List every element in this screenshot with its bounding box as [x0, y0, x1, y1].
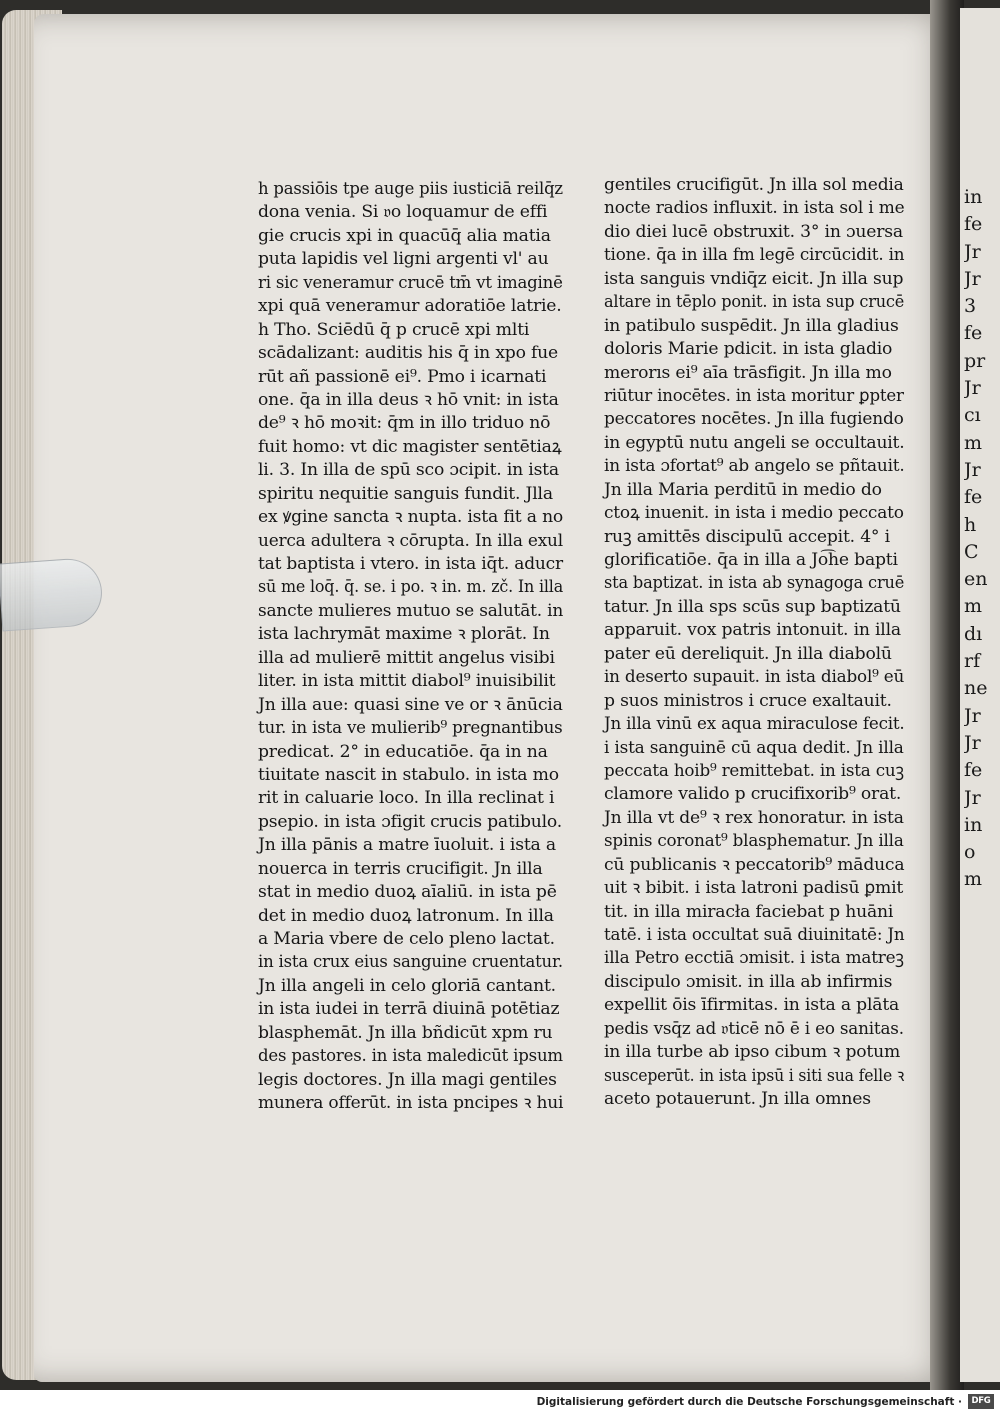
fragment-line: C	[964, 540, 979, 563]
text-line: blasphemāt. Jn illa bñdicūt xpm ru	[258, 1022, 553, 1043]
fragment-line: in	[964, 813, 983, 836]
text-line: ista lachrymāt maxime ꝛ plorāt. In	[258, 624, 550, 645]
text-line: illa ad mulierē mittit angelus visibi	[258, 647, 555, 668]
text-line: in deserto supauit. in ista diabol⁹ eū	[604, 667, 905, 688]
fragment-line: fe	[964, 322, 983, 345]
text-line: cū publicanis ꝛ peccatorib⁹ māduca	[604, 854, 905, 875]
text-line: ex ꝟgine sancta ꝛ nupta. ista fit a no	[258, 507, 564, 528]
text-line: riūtur inocētes. in ista moritur ꝑpter	[604, 385, 904, 406]
text-line: Jn illa aue: quasi sine ve or ꝛ ānūcia	[258, 694, 563, 715]
fragment-line: o	[964, 841, 976, 864]
text-line: ruꝫ amittēs discipulū accepit. 4° i	[604, 526, 890, 547]
fragment-line: dı	[964, 622, 983, 645]
fragment-line: h	[964, 513, 977, 536]
fragment-line: m	[964, 431, 983, 454]
text-line: ista sanguis vndiq̄z eicit. Jn illa sup	[604, 268, 904, 289]
text-line: dona venia. Si 𝔳o loquamur de effi	[258, 202, 548, 223]
text-line: tiuitate nascit in stabulo. in ista mo	[258, 764, 559, 785]
text-line: peccatores nocētes. Jn illa fugiendo	[604, 409, 904, 430]
text-line: scādalizant: auditis his q̄ in xpo fue	[258, 343, 559, 364]
fragment-line: m	[964, 868, 983, 891]
text-line: in ista ɔfortat⁹ ab angelo se pñtauit.	[604, 456, 905, 477]
text-line: pedis vsq̄z ad 𝔳ticē nō ē i eo sanitas.	[604, 1018, 904, 1039]
text-line: munera offerūt. in ista pncipes ꝛ hui	[258, 1093, 564, 1114]
text-line: spiritu nequitie sanguis fundit. Jlla	[258, 483, 553, 504]
text-line: in ista iudei in terrā diuinā potētiaz	[258, 999, 560, 1020]
text-line: liter. in ista mittit diabol⁹ inuisibilit	[258, 671, 556, 692]
text-line: i ista sanguinē cū aqua dedit. Jn illa	[604, 737, 904, 758]
fragment-line: Jr	[964, 704, 981, 727]
text-line: h Tho. Sciēdū q̄ p crucē xpi mlti	[258, 319, 530, 340]
text-line: in patibulo suspēdit. Jn illa gladius	[604, 315, 899, 336]
text-line: clamore valido p crucifixorib⁹ orat.	[604, 784, 902, 805]
text-line: peccata hoib⁹ remittebat. in ista cuꝫ	[604, 760, 904, 781]
fragment-line: Jr	[964, 458, 981, 481]
fragment-line: Jr	[964, 377, 981, 400]
text-line: fuit homo: vt dic magister sentētiaꝝ	[258, 436, 562, 457]
fragment-line: 3	[964, 295, 977, 318]
text-line: pater eū dereliquit. Jn illa diabolū	[604, 643, 892, 664]
fragment-line: Jr	[964, 786, 981, 809]
fragment-line: fe	[964, 759, 983, 782]
text-line: merorıs ei⁹ aīa trāsfigit. Jn illa mo	[604, 362, 892, 383]
fragment-line: ne	[964, 677, 988, 700]
text-line: tione. q̄a in illa fm legē circūcidit. in	[604, 245, 905, 266]
text-line: in illa turbe ab ipso cibum ꝛ potum	[604, 1042, 901, 1063]
text-line: legis doctores. Jn illa magi gentiles	[258, 1069, 557, 1090]
text-line: tur. in ista ve mulierib⁹ pregnantibus	[258, 718, 563, 739]
text-line: de⁹ ꝛ hō moꝛit: q̄m in illo triduo nō	[258, 413, 551, 434]
text-line: tit. in illa miracła faciebat p huāni	[604, 901, 894, 922]
text-line: predicat. 2° in educatiōe. q̄a in na	[258, 741, 548, 762]
text-line: doloris Marie pdicit. in ista gladio	[604, 339, 893, 360]
text-line: sta baptizat. in ista ab synagoga cruē	[604, 573, 905, 594]
text-column-left	[258, 178, 563, 1116]
text-line: psepio. in ista ɔfigit crucis patibulo.	[258, 811, 563, 832]
text-line: rit in caluarie loco. In illa reclinat i	[258, 788, 555, 809]
text-line: tatē. i ista occultat suā diuinitatē: Jn	[604, 925, 905, 945]
text-line: rūt añ passionē ei⁹. Pmo i icarnati	[258, 366, 547, 387]
fragment-line: Jr	[964, 731, 981, 754]
text-line: susceperūt. in ista ipsū i siti sua felle ꝛ	[604, 1065, 905, 1086]
text-line: h passiōis tpe auge piis iusticiā reilq̄z	[258, 179, 563, 199]
text-line: ctoꝝ inuenit. in ista i medio peccato	[604, 503, 904, 524]
text-line: one. q̄a in illa deus ꝛ hō vnit: in ista	[258, 389, 559, 410]
text-line: puta lapidis vel ligni argenti vl' au	[258, 249, 549, 270]
fragment-line: Jr	[964, 267, 981, 290]
text-line: xpi quā veneramur adoratiōe latrie.	[258, 296, 562, 317]
text-column-right	[604, 174, 904, 1112]
text-line: gentiles crucifigūt. Jn illa sol media	[604, 175, 904, 195]
dfg-logo-icon: DFG	[968, 1394, 994, 1409]
fragment-line: pr	[964, 349, 986, 372]
text-line: glorificatiōe. q̄a in illa a Jo͡he bapti	[604, 550, 898, 570]
text-line: nocte radios influxit. in ista sol i me	[604, 198, 905, 219]
text-line: nouerca in terris crucifigit. Jn illa	[258, 858, 543, 879]
text-line: sancte mulieres mutuo se salutāt. in	[258, 600, 564, 621]
text-line: spinis coronat⁹ blasphematur. Jn illa	[604, 831, 904, 852]
text-line: sū me loq̄. q̄. se. i po. ꝛ in. m. zč. In illa	[258, 577, 564, 598]
text-line: aceto potauerunt. Jn illa omnes	[604, 1089, 871, 1110]
text-line: altare in tēplo ponit. in ista sup crucē	[604, 292, 905, 313]
fragment-line: cı	[964, 404, 981, 427]
text-line: Jn illa vinū ex aqua miraculose fecit.	[604, 714, 905, 735]
text-line: des pastores. in ista maledicūt ipsum	[258, 1046, 563, 1067]
funding-credit: Digitalisierung gefördert durch die Deutsche Forschungsgemeinschaft ·	[536, 1396, 962, 1408]
text-line: gie crucis xpi in quacūq̄ alia mаtia	[258, 225, 551, 246]
text-line: expellit ōis īfirmitas. in ista a plāta	[604, 995, 900, 1016]
text-line: discipulo ɔmisit. in illa ab infirmis	[604, 971, 893, 992]
text-line: in ista crux eius sanguine cruentatur.	[258, 952, 563, 973]
book-gutter	[930, 0, 964, 1390]
text-line: in egyptū nutu angeli se occultauit.	[604, 432, 905, 453]
text-line: uerca adultera ꝛ cōrupta. In illa exul	[258, 530, 563, 551]
fragment-line: in	[964, 186, 983, 208]
text-line: uit ꝛ bibit. i ista latroni padisū ꝑmit	[604, 878, 904, 899]
fragment-line: fe	[964, 213, 983, 236]
text-line: a Maria vbere de celo pleno lactat.	[258, 929, 555, 949]
text-line: illa Petro ecctiā ɔmisit. i ista matreꝫ	[604, 948, 904, 969]
text-line: Jn illa pānis a matre īuoluit. i ista a	[258, 835, 556, 856]
fragment-line: m	[964, 595, 983, 618]
text-line: det in medio duoꝝ latronum. In illa	[258, 905, 554, 926]
fragment-line: rf	[964, 650, 981, 673]
text-line: p suos ministros i cruce exaltauit.	[604, 690, 892, 711]
right-page-edge	[960, 8, 1000, 1382]
text-line: tat baptista i vtero. in ista iq̄t. aducr	[258, 554, 563, 574]
text-line: ri sic veneramur crucē tm̄ vt imaginē	[258, 272, 563, 293]
fragment-line: en	[964, 568, 988, 591]
text-line: Jn illa Maria perditū in medio do	[604, 479, 882, 500]
text-line: tatur. Jn illa sps scūs sup baptizatū	[604, 596, 901, 617]
fragment-line: fe	[964, 486, 983, 509]
text-line: apparuit. vox patris intonuit. in illa	[604, 620, 901, 641]
text-line: li. 3. In illa de spū sco ɔcipit. in ista	[258, 460, 559, 481]
text-line: Jn illa vt de⁹ ꝛ rex honoratur. in ista	[604, 807, 904, 828]
right-page-fragments	[964, 184, 1000, 894]
digitization-footer	[0, 1390, 1000, 1414]
text-line: stat in medio duoꝝ aīaliū. in ista pē	[258, 882, 557, 903]
text-line: Jn illa angeli in celo gloriā cantant.	[258, 975, 556, 996]
text-line: dio diei lucē obstruxit. 3° in ɔuersa	[604, 221, 903, 242]
fragment-line: Jr	[964, 240, 981, 263]
